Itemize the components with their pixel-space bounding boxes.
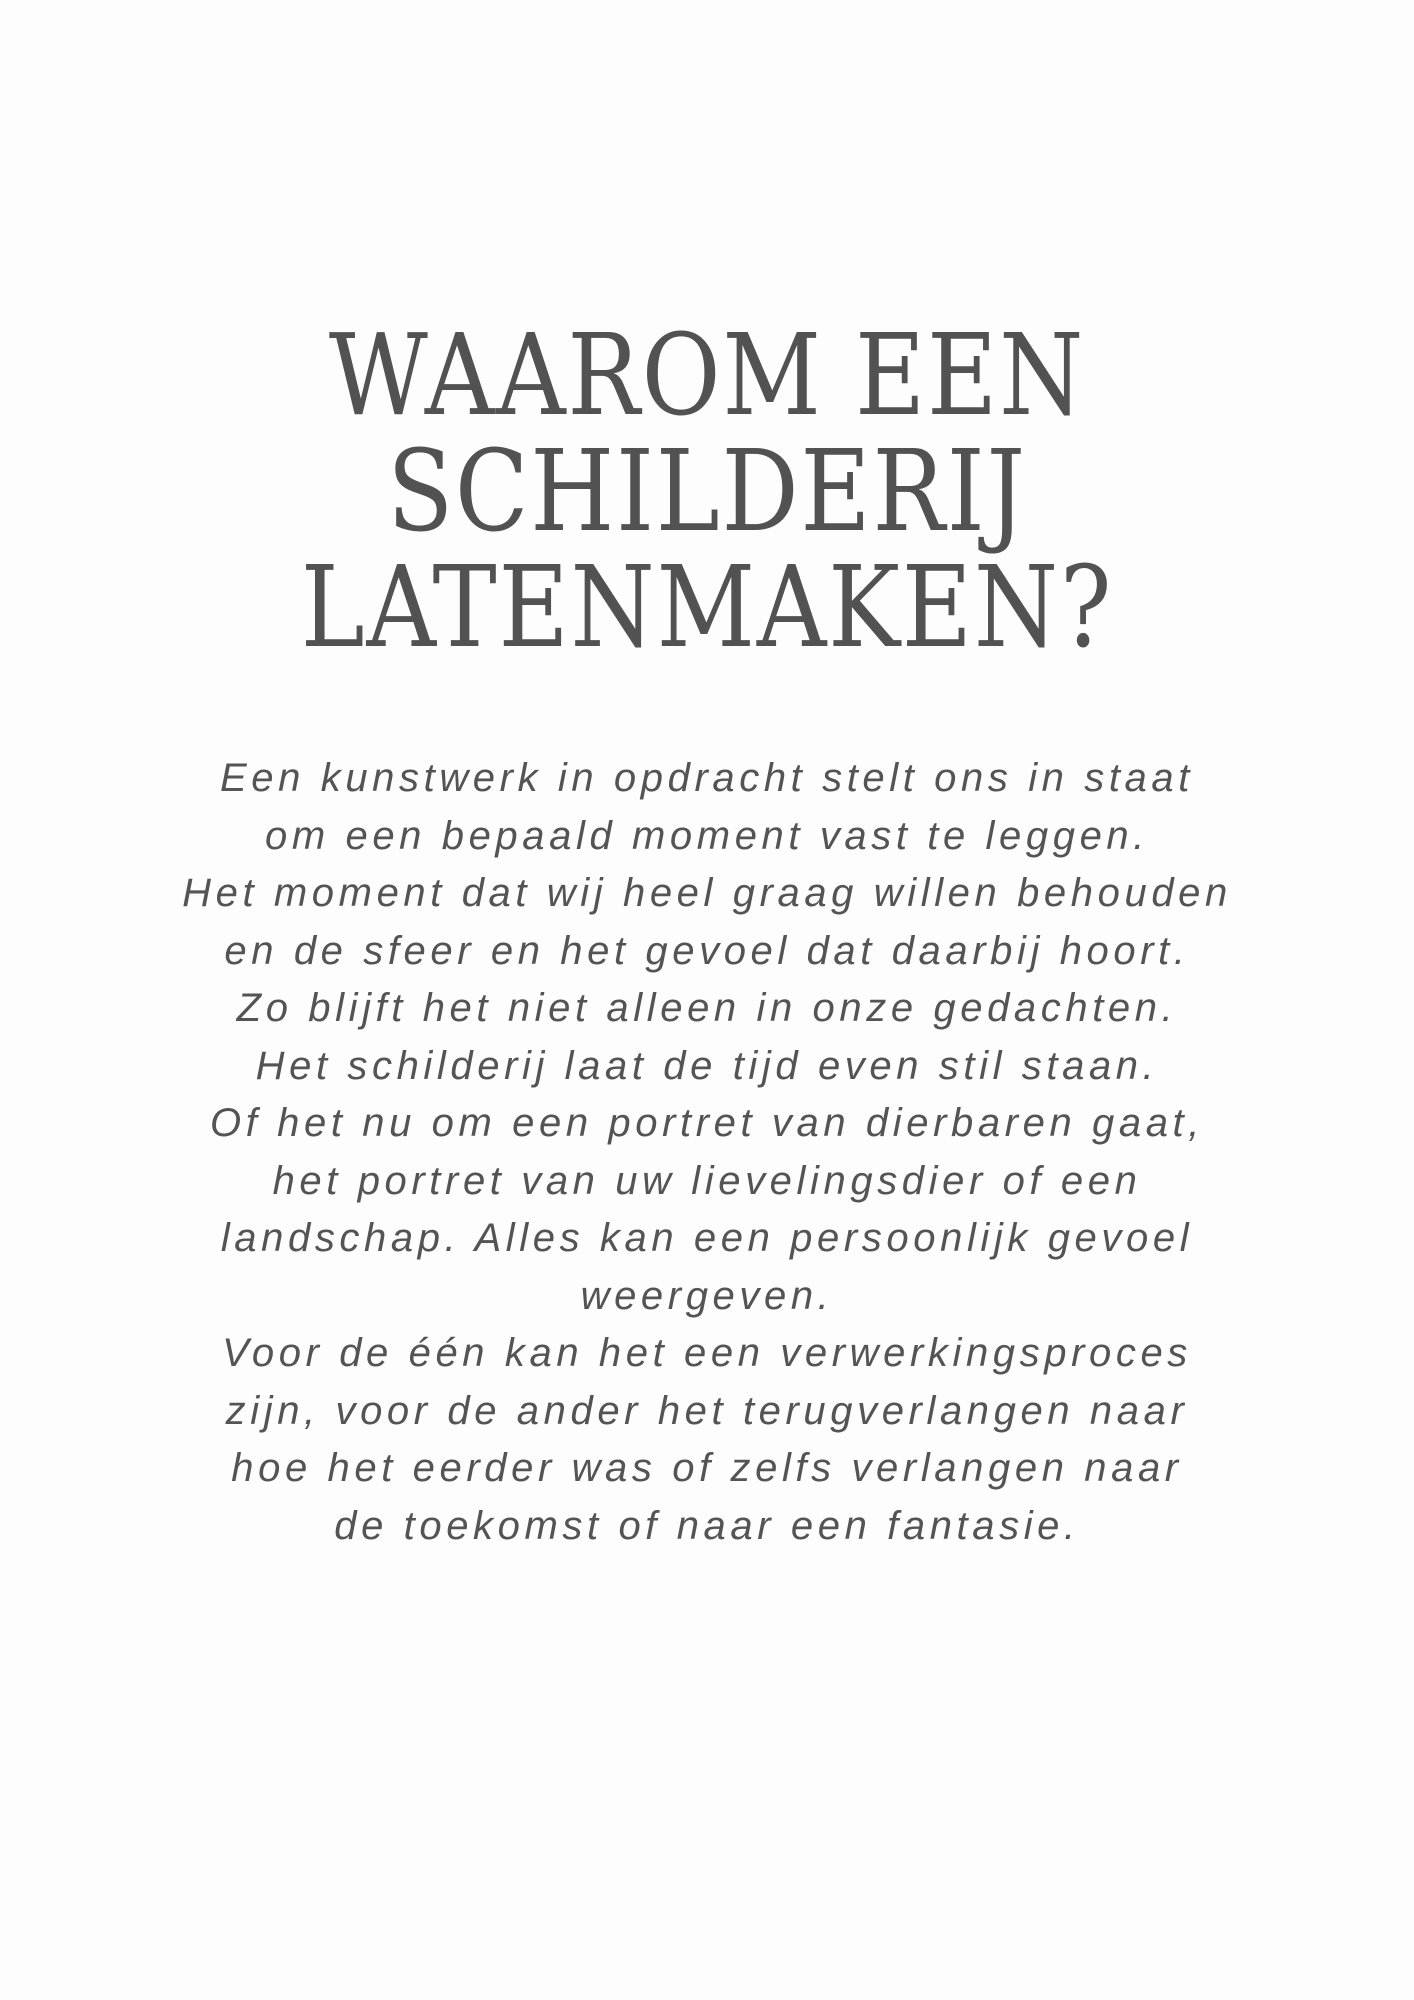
page-title	[99, 311, 1315, 673]
body-line: hoe het eerder was of zelfs verlangen naar	[231, 1446, 1183, 1490]
body-line: Of het nu om een portret van dierbaren gaat,	[209, 1101, 1204, 1145]
body-paragraph	[0, 750, 1414, 1555]
body-line: om een bepaald moment vast te leggen.	[265, 813, 1149, 858]
body-line: de toekomst of naar een fantasie.	[334, 1503, 1080, 1548]
body-line: het portret van uw lievelingsdier of een	[272, 1158, 1142, 1203]
body-line: landschap. Alles kan een persoonlijk gevoel	[220, 1216, 1194, 1260]
body-line: Zo blijft het niet alleen in onze gedachten.	[236, 986, 1178, 1030]
title-line: SCHILDERIJ	[387, 427, 1027, 557]
body-line: zijn, voor de ander het terugverlangen naar	[225, 1388, 1189, 1433]
body-line: Het moment dat wij heel graag willen behouden	[182, 871, 1232, 915]
body-line: en de sfeer en het gevoel dat daarbij hoort.	[224, 928, 1190, 973]
body-line: Het schilderij laat de tijd even stil staan.	[255, 1043, 1159, 1088]
title-line: WAAROM EEN	[328, 311, 1086, 441]
title-line: LATENMAKEN?	[300, 543, 1114, 673]
body-line: Voor de één kan het een verwerkingsproces	[222, 1331, 1192, 1375]
body-line: Een kunstwerk in opdracht stelt ons in staat	[220, 756, 1194, 800]
body-line: weergeven.	[580, 1273, 834, 1318]
